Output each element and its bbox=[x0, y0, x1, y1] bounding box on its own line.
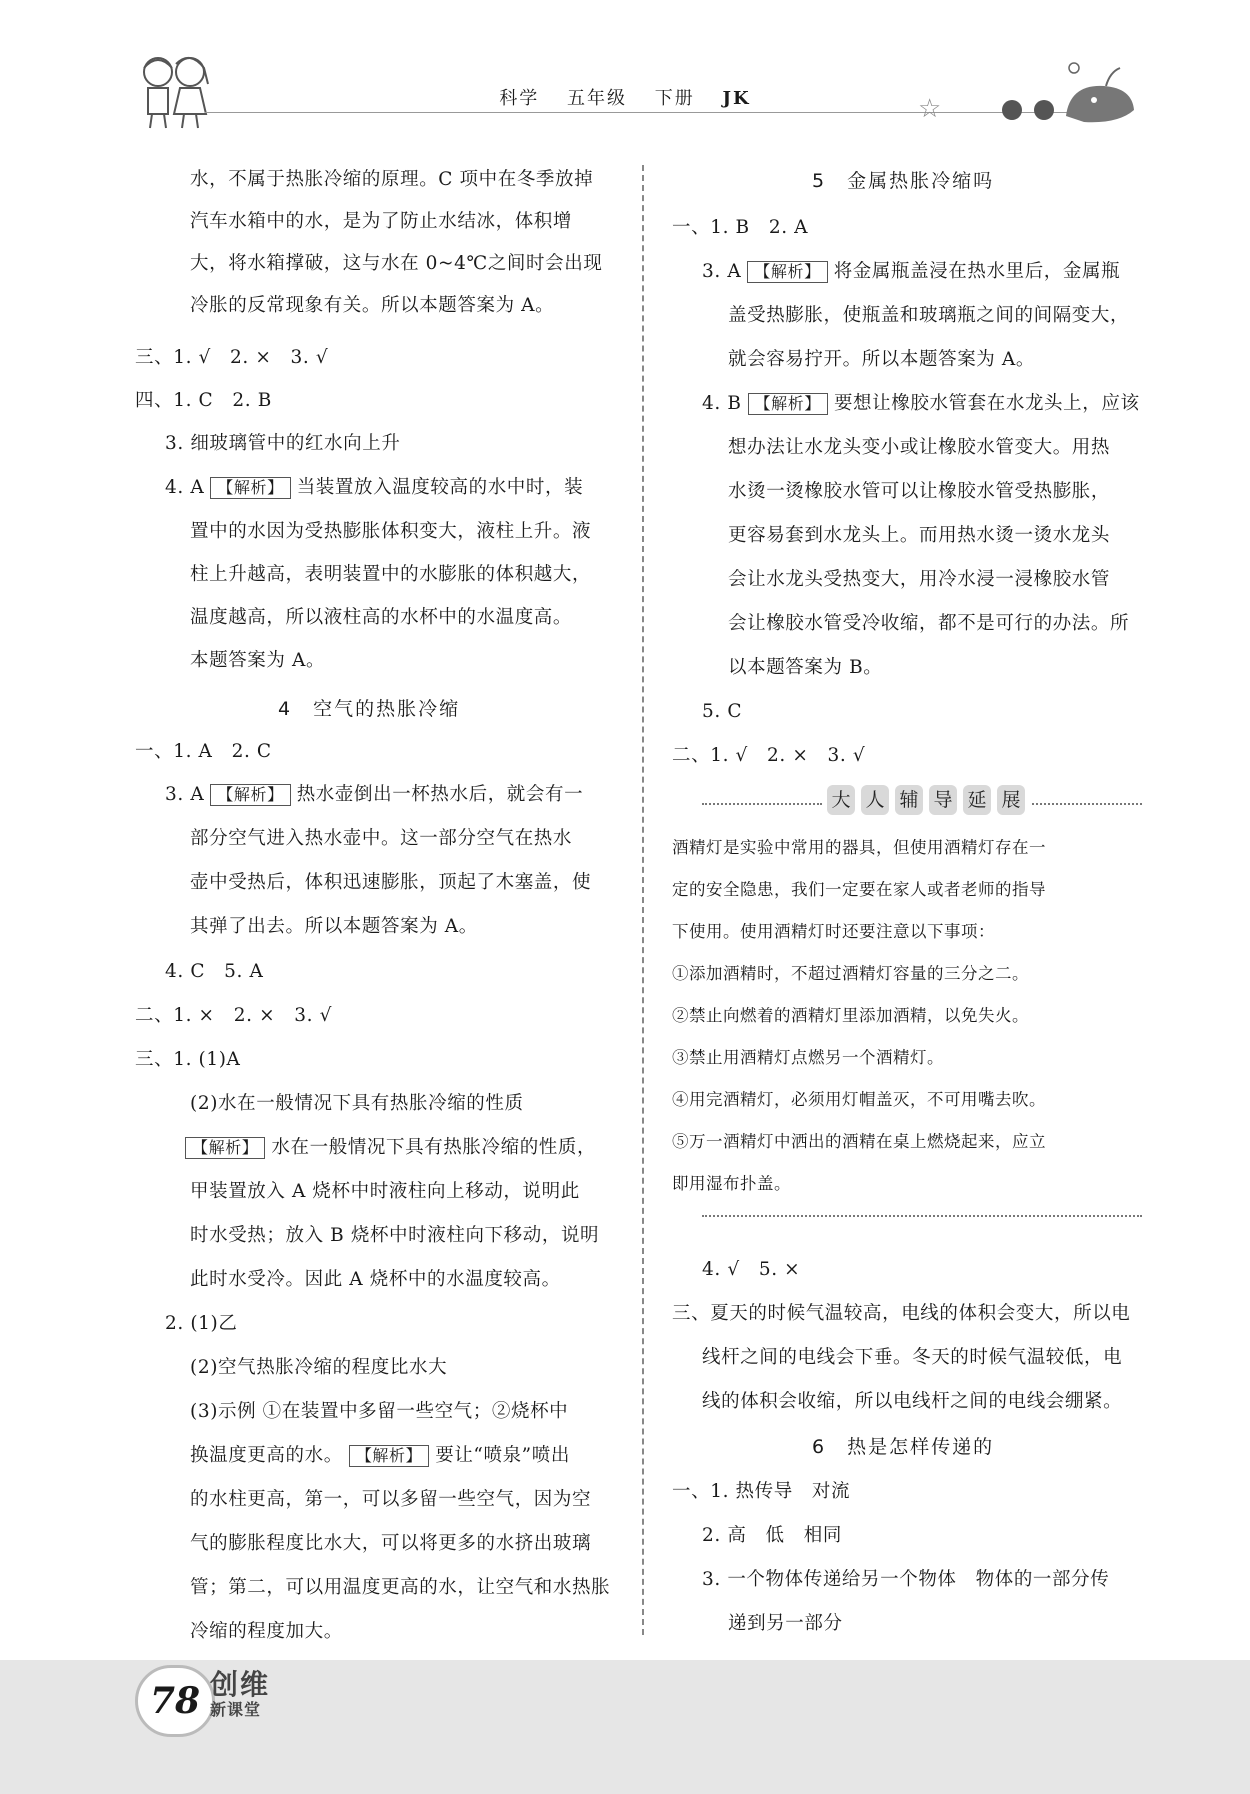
extension-line: ③禁止用酒精灯点燃另一个酒精灯。 bbox=[672, 1048, 944, 1067]
answer-number: 3. A bbox=[702, 261, 742, 282]
section-title: 5 金属热胀冷缩吗 bbox=[812, 170, 995, 192]
analysis-label: 【解析】 bbox=[210, 784, 290, 806]
section-title: 6 热是怎样传递的 bbox=[812, 1436, 995, 1458]
text-line: 气的膨胀程度比水大，可以将更多的水挤出玻璃 bbox=[190, 1533, 592, 1554]
title-char: 展 bbox=[997, 785, 1025, 815]
dot-icon bbox=[1002, 100, 1022, 120]
text-line: 更容易套到水龙头上。而用热水烫一烫水龙头 bbox=[728, 525, 1111, 546]
answer-number: 3. A bbox=[165, 784, 205, 805]
page-header bbox=[0, 0, 1250, 150]
section-title: 4 空气的热胀冷缩 bbox=[278, 698, 461, 720]
header-grade: 五年级 bbox=[567, 88, 628, 109]
title-char: 延 bbox=[963, 785, 991, 815]
text-line: 冷缩的程度加大。 bbox=[190, 1621, 343, 1642]
text-line: 水烫一烫橡胶水管可以让橡胶水管受热膨胀， bbox=[728, 481, 1111, 502]
brand-name: 创维 bbox=[210, 1668, 271, 1701]
brand-subname: 新课堂 bbox=[210, 1700, 262, 1719]
answer-line bbox=[702, 392, 1140, 416]
answer-line: 一、1. A 2. C bbox=[135, 741, 272, 762]
text-line: 会让橡胶水管受冷收缩，都不是可行的办法。所 bbox=[728, 613, 1130, 634]
answer-line: 4. C 5. A bbox=[165, 961, 264, 982]
extension-line: ④用完酒精灯，必须用灯帽盖灭，不可用嘴去吹。 bbox=[672, 1090, 1046, 1109]
text-line: 水，不属于热胀冷缩的原理。C 项中在冬季放掉 bbox=[190, 169, 594, 190]
extension-line: 下使用。使用酒精灯时还要注意以下事项： bbox=[672, 922, 995, 941]
text-line: 置中的水因为受热膨胀体积变大，液柱上升。液 bbox=[190, 521, 592, 542]
divider bbox=[1032, 803, 1142, 805]
answer-text: 要让“喷泉”喷出 bbox=[435, 1445, 570, 1466]
text-line: 温度越高，所以液柱高的水杯中的水温度高。 bbox=[190, 607, 573, 628]
answer-text: 要想让橡胶水管套在水龙头上，应该 bbox=[833, 393, 1140, 414]
text-line: 盖受热膨胀，使瓶盖和玻璃瓶之间的间隔变大， bbox=[728, 305, 1130, 326]
text-line: 其弹了出去。所以本题答案为 A。 bbox=[190, 916, 478, 937]
extension-title bbox=[672, 785, 1150, 821]
answer-line bbox=[185, 1136, 596, 1160]
title-char: 人 bbox=[861, 785, 889, 815]
answer-line: 一、1. 热传导 对流 bbox=[672, 1481, 851, 1502]
column-divider bbox=[642, 165, 644, 1635]
text-line: 递到另一部分 bbox=[728, 1613, 843, 1634]
analysis-label: 【解析】 bbox=[747, 261, 827, 283]
star-icon: ☆ bbox=[918, 94, 942, 124]
header-volume: 下册 bbox=[654, 88, 695, 109]
answer-line: 4. √ 5. × bbox=[702, 1259, 801, 1280]
page-number: 78 bbox=[135, 1665, 215, 1737]
text-line: 柱上升越高，表明装置中的水膨胀的体积越大， bbox=[190, 564, 592, 585]
header-subject: 科学 bbox=[499, 88, 540, 109]
text-line: 就会容易拧开。所以本题答案为 A。 bbox=[728, 349, 1035, 370]
text-line: 部分空气进入热水壶中。这一部分空气在热水 bbox=[190, 828, 573, 849]
extension-line: 即用湿布扑盖。 bbox=[672, 1174, 791, 1193]
title-char: 大 bbox=[827, 785, 855, 815]
text-line: 管；第二，可以用温度更高的水，让空气和水热胀 bbox=[190, 1577, 611, 1598]
answer-line: 三、夏天的时候气温较高，电线的体积会变大，所以电 bbox=[672, 1303, 1131, 1324]
analysis-label: 【解析】 bbox=[748, 393, 828, 415]
answer-line: 一、1. B 2. A bbox=[672, 217, 809, 238]
answer-number: 4. B bbox=[702, 393, 742, 414]
answer-line: 2. 高 低 相同 bbox=[702, 1525, 842, 1546]
answer-line bbox=[165, 783, 583, 807]
extension-title-text bbox=[827, 785, 1025, 815]
answer-text: 当装置放入温度较高的水中时，装 bbox=[296, 477, 584, 498]
text-line: 线杆之间的电线会下垂。冬天的时候气温较低，电 bbox=[702, 1347, 1123, 1368]
header-rule bbox=[205, 112, 1085, 113]
answer-line: 3. 细玻璃管中的红水向上升 bbox=[165, 433, 401, 454]
answer-text: 水在一般情况下具有热胀冷缩的性质， bbox=[271, 1137, 597, 1158]
extension-line: 定的安全隐患，我们一定要在家人或者老师的指导 bbox=[672, 880, 1046, 899]
text-line: 此时水受冷。因此 A 烧杯中的水温度较高。 bbox=[190, 1269, 561, 1290]
text-line: 冷胀的反常现象有关。所以本题答案为 A。 bbox=[190, 295, 555, 316]
dot-icon bbox=[1034, 100, 1054, 120]
answer-text: 热水壶倒出一杯热水后，就会有一 bbox=[296, 784, 584, 805]
extension-line: ②禁止向燃着的酒精灯里添加酒精，以免失火。 bbox=[672, 1006, 1029, 1025]
answer-line: 四、1. C 2. B bbox=[135, 390, 272, 411]
divider bbox=[702, 803, 822, 805]
extension-line: ①添加酒精时，不超过酒精灯容量的三分之二。 bbox=[672, 964, 1029, 983]
answer-line: 3. 一个物体传递给另一个物体 物体的一部分传 bbox=[702, 1569, 1110, 1590]
answer-line bbox=[702, 260, 1120, 284]
answer-line bbox=[165, 476, 583, 500]
answer-line: (2)空气热胀冷缩的程度比水大 bbox=[190, 1357, 448, 1378]
answer-line: 三、1. (1)A bbox=[135, 1049, 241, 1070]
answer-line bbox=[190, 1444, 570, 1468]
analysis-label: 【解析】 bbox=[210, 477, 290, 499]
text-line: 会让水龙头受热变大，用冷水浸一浸橡胶水管 bbox=[728, 569, 1111, 590]
divider bbox=[702, 1215, 1142, 1217]
answer-text: 将金属瓶盖浸在热水里后，金属瓶 bbox=[833, 261, 1121, 282]
header-edition: JK bbox=[722, 88, 751, 109]
whale-icon bbox=[1060, 58, 1140, 128]
text-line: 大，将水箱撑破，这与水在 0~4℃之间时会出现 bbox=[190, 253, 603, 274]
answer-line: (2)水在一般情况下具有热胀冷缩的性质 bbox=[190, 1093, 524, 1114]
text-line: 汽车水箱中的水，是为了防止水结冰，体积增 bbox=[190, 211, 573, 232]
brand-logo bbox=[210, 1670, 270, 1720]
answer-number: 4. A bbox=[165, 477, 205, 498]
text-line: 甲装置放入 A 烧杯中时液柱向上移动，说明此 bbox=[190, 1181, 580, 1202]
answer-text: 换温度更高的水。 bbox=[190, 1445, 343, 1466]
extension-line: ⑤万一酒精灯中洒出的酒精在桌上燃烧起来，应立 bbox=[672, 1132, 1046, 1151]
text-line: 想办法让水龙头变小或让橡胶水管变大。用热 bbox=[728, 437, 1111, 458]
title-char: 辅 bbox=[895, 785, 923, 815]
title-char: 导 bbox=[929, 785, 957, 815]
answer-line: 二、1. × 2. × 3. √ bbox=[135, 1005, 332, 1026]
answer-line: 二、1. √ 2. × 3. √ bbox=[672, 745, 866, 766]
answer-line: (3)示例 ①在装置中多留一些空气；②烧杯中 bbox=[190, 1401, 569, 1422]
text-line: 线的体积会收缩，所以电线杆之间的电线会绷紧。 bbox=[702, 1391, 1123, 1412]
text-line: 以本题答案为 B。 bbox=[728, 657, 883, 678]
extension-line: 酒精灯是实验中常用的器具，但使用酒精灯存在一 bbox=[672, 838, 1046, 857]
text-line: 的水柱更高，第一，可以多留一些空气，因为空 bbox=[190, 1489, 592, 1510]
answer-line: 三、1. √ 2. × 3. √ bbox=[135, 347, 329, 368]
analysis-label: 【解析】 bbox=[349, 1445, 429, 1467]
answer-line: 2. (1)乙 bbox=[165, 1313, 238, 1334]
analysis-label: 【解析】 bbox=[185, 1137, 265, 1159]
text-line: 本题答案为 A。 bbox=[190, 650, 326, 671]
text-line: 时水受热；放入 B 烧杯中时液柱向下移动，说明 bbox=[190, 1225, 600, 1246]
answer-line: 5. C bbox=[702, 701, 743, 722]
text-line: 壶中受热后，体积迅速膨胀，顶起了木塞盖，使 bbox=[190, 872, 592, 893]
